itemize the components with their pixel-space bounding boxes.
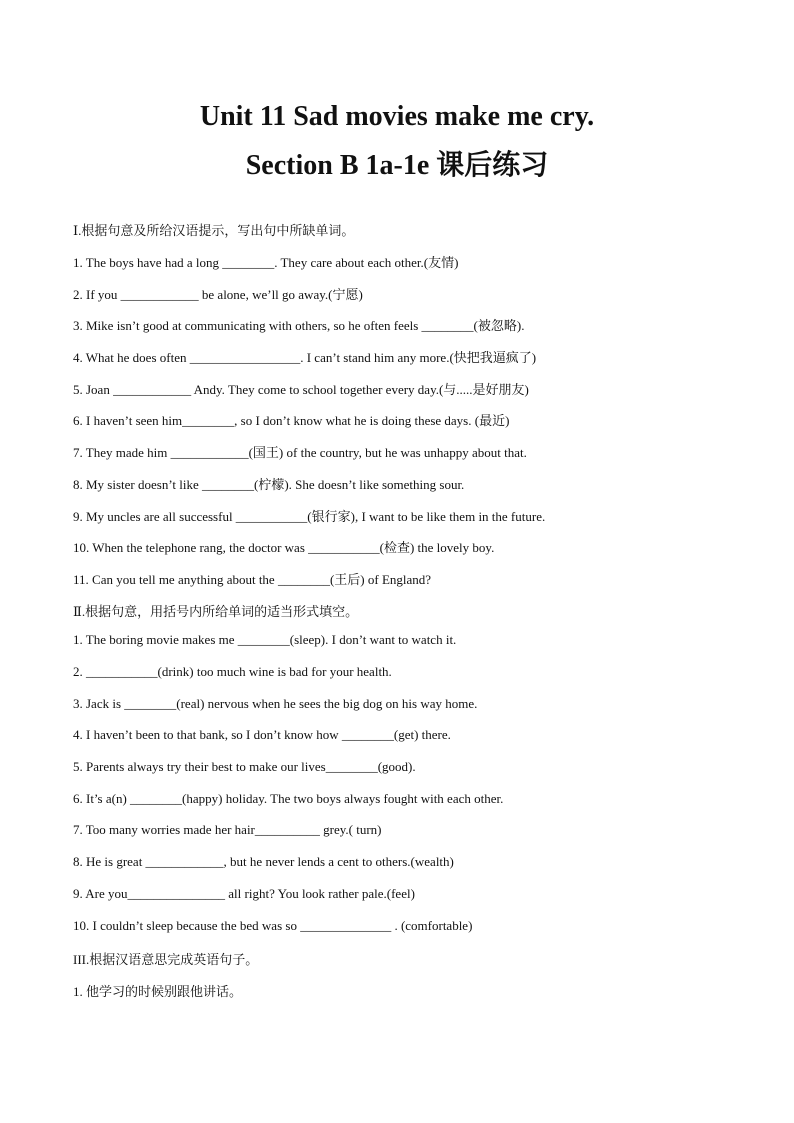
exercise-item: 2. If you ____________ be alone, we’ll go away.(宁愿) [73, 287, 363, 302]
exercise-item: 6. I haven’t seen him________, so I don’t know what he is doing these days. (最近) [73, 413, 510, 428]
exercise-item: 5. Joan ____________ Andy. They come to school together every day.(与.....是好朋友) [73, 382, 529, 397]
exercise-item: 3. Jack is ________(real) nervous when he sees the big dog on his way home. [73, 696, 478, 711]
exercise-item: 7. They made him ____________(国王) of the country, but he was unhappy about that. [73, 445, 527, 460]
exercise-item: 7. Too many worries made her hair__________ grey.( turn) [73, 822, 382, 837]
exercise-item: 1. 他学习的时候别跟他讲话。 [73, 984, 243, 999]
exercise-item: 8. He is great ____________, but he never lends a cent to others.(wealth) [73, 854, 454, 869]
exercise-item: 11. Can you tell me anything about the ________(王后) of England? [73, 572, 432, 587]
exercise-item: 9. Are you_______________ all right? You look rather pale.(feel) [73, 886, 415, 901]
exercise-item: 9. My uncles are all successful ___________(银行家), I want to be like them in the future. [73, 509, 546, 524]
exercise-item: 4. What he does often _________________. I can’t stand him any more.(快把我逼疯了) [73, 350, 537, 365]
exercise-item: 6. It’s a(n) ________(happy) holiday. The two boys always fought with each other. [73, 791, 504, 806]
section-1-heading: Ⅰ.根据句意及所给汉语提示，写出句中所缺单词。 [73, 223, 355, 238]
section-2-heading: Ⅱ.根据句意，用括号内所给单词的适当形式填空。 [73, 604, 359, 619]
exercise-item: 8. My sister doesn’t like ________(柠檬). She doesn’t like something sour. [73, 477, 465, 492]
exercise-item: 10. When the telephone rang, the doctor was ___________(检查) the lovely boy. [73, 540, 495, 555]
section-3-heading: III.根据汉语意思完成英语句子。 [73, 952, 259, 967]
exercise-item: 4. I haven’t been to that bank, so I don’t know how ________(get) there. [73, 727, 451, 742]
page-title: Unit 11 Sad movies make me cry. [199, 101, 595, 132]
exercise-item: 5. Parents always try their best to make our lives________(good). [73, 759, 416, 774]
exercise-item: 10. I couldn’t sleep because the bed was so ______________ . (comfortable) [73, 918, 473, 933]
exercise-item: 2. ___________(drink) too much wine is bad for your health. [73, 664, 392, 679]
page-subtitle: Section B 1a-1e 课后练习 [245, 150, 549, 181]
exercise-item: 3. Mike isn’t good at communicating with others, so he often feels ________(被忽略). [73, 318, 525, 333]
exercise-item: 1. The boring movie makes me ________(sleep). I don’t want to watch it. [73, 632, 457, 647]
exercise-item: 1. The boys have had a long ________. They care about each other.(友情) [73, 255, 459, 270]
